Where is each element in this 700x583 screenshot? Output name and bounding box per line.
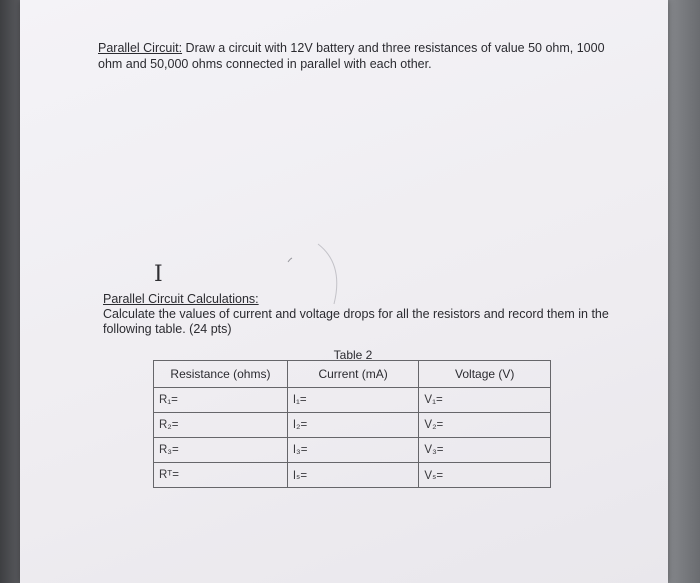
calculations-block	[103, 292, 623, 337]
results-table	[153, 360, 551, 488]
header-resistance: Resistance (ohms)	[154, 361, 288, 388]
cell-i3[interactable]: I₃=	[287, 438, 419, 463]
question-block	[98, 40, 618, 72]
cell-is[interactable]: Iₛ=	[287, 463, 419, 488]
calculations-title: Parallel Circuit Calculations:	[103, 292, 259, 306]
calculations-text: Calculate the values of current and voltage drops for all the resistors and record them in the following table. (24 pts)	[103, 307, 609, 336]
cell-i1[interactable]: I₁=	[287, 388, 419, 413]
header-voltage: Voltage (V)	[419, 361, 551, 388]
cell-i2[interactable]: I₂=	[287, 413, 419, 438]
table-row	[154, 388, 551, 413]
question-title: Parallel Circuit:	[98, 41, 183, 55]
cell-vs[interactable]: Vₛ=	[419, 463, 551, 488]
cell-v3[interactable]: V₃=	[419, 438, 551, 463]
question-text: Draw a circuit with 12V battery and three resistances of value 50 ohm, 1000 ohm and 50,000 ohms connected in parallel with each other.	[98, 41, 605, 71]
cell-v1[interactable]: V₁=	[419, 388, 551, 413]
cell-v2[interactable]: V₂=	[419, 413, 551, 438]
table-header-row	[154, 361, 551, 388]
cell-r3[interactable]: R₃=	[154, 438, 288, 463]
cell-r1[interactable]: R₁=	[154, 388, 288, 413]
table-row	[154, 413, 551, 438]
text-cursor-icon: I	[154, 262, 163, 287]
table-caption: Table 2	[333, 348, 373, 362]
cell-r2[interactable]: R₂=	[154, 413, 288, 438]
table-row	[154, 438, 551, 463]
cell-rt[interactable]: Rᵀ=	[154, 463, 288, 488]
header-current: Current (mA)	[287, 361, 419, 388]
background-left	[0, 0, 20, 583]
table-row	[154, 463, 551, 488]
